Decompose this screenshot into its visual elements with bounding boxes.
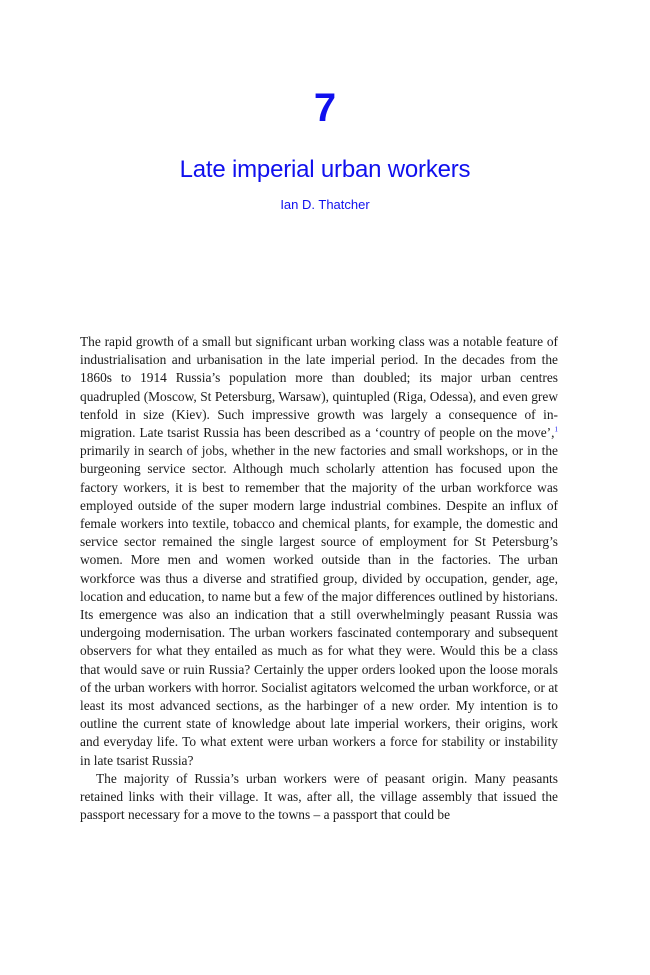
chapter-title: Late imperial urban workers: [179, 156, 471, 183]
paragraph-2: The majority of Russia’s urban workers were of peasant origin. Many peasants retained links with their village. It was, after all, the village assembly that issued the passport necessary for a move to the towns – a passport that could be: [80, 770, 558, 823]
paragraph-1-text-before-note: The rapid growth of a small but significant urban working class was a notable feature of industrialisation and urbanisation in the late imperial period. In the decades from the 1860s to 1914 Russia’s population more than doubled; its major urban centres quadrupled (Moscow, St Petersburg, Warsaw), quintupled (Riga, Odessa), and even grew tenfold in size (Kiev). Such impressive growth was largely a consequence of in-migration. Late tsarist Russia has been described as a ‘country of people on the move’,: [80, 334, 558, 441]
body-text: [80, 333, 558, 824]
paragraph-1-text-after-note: primarily in search of jobs, whether in the new factories and small workshops, or in the burgeoning service sector. Although much scholarly attention has focused upon the factory workers, it is best to remember that the majority of the urban workforce was employed outside of the super modern large industrial combines. Despite an influx of female workers into textile, tobacco and chemical plants, for example, the domestic and service sector remained the single largest source of employment for St Petersburg’s women. More men and women worked outside than in the factories. The urban workforce was thus a diverse and stratified group, divided by occupation, gender, age, location and education, to name but a few of the major differences outlined by historians. Its emergence was also an indication that a still overwhelmingly peasant Russia was undergoing modernisation. The urban workers fascinated contemporary and subsequent observers for what they entailed as much as for what they were. Would this be a class that would save or ruin Russia? Certainly the upper orders looked upon the loose morals of the urban workers with horror. Socialist agitators welcomed the urban workforce, or at least its most advanced sections, as the harbinger of a new order. My intention is to outline the current state of knowledge about late imperial workers, their origins, work and everyday life. To what extent were urban workers a force for stability or instability in late tsarist Russia?: [80, 443, 558, 768]
paragraph-1: [80, 333, 558, 770]
chapter-number: 7: [313, 86, 337, 130]
footnote-marker[interactable]: 1: [554, 425, 558, 434]
chapter-author: Ian D. Thatcher: [280, 197, 370, 212]
